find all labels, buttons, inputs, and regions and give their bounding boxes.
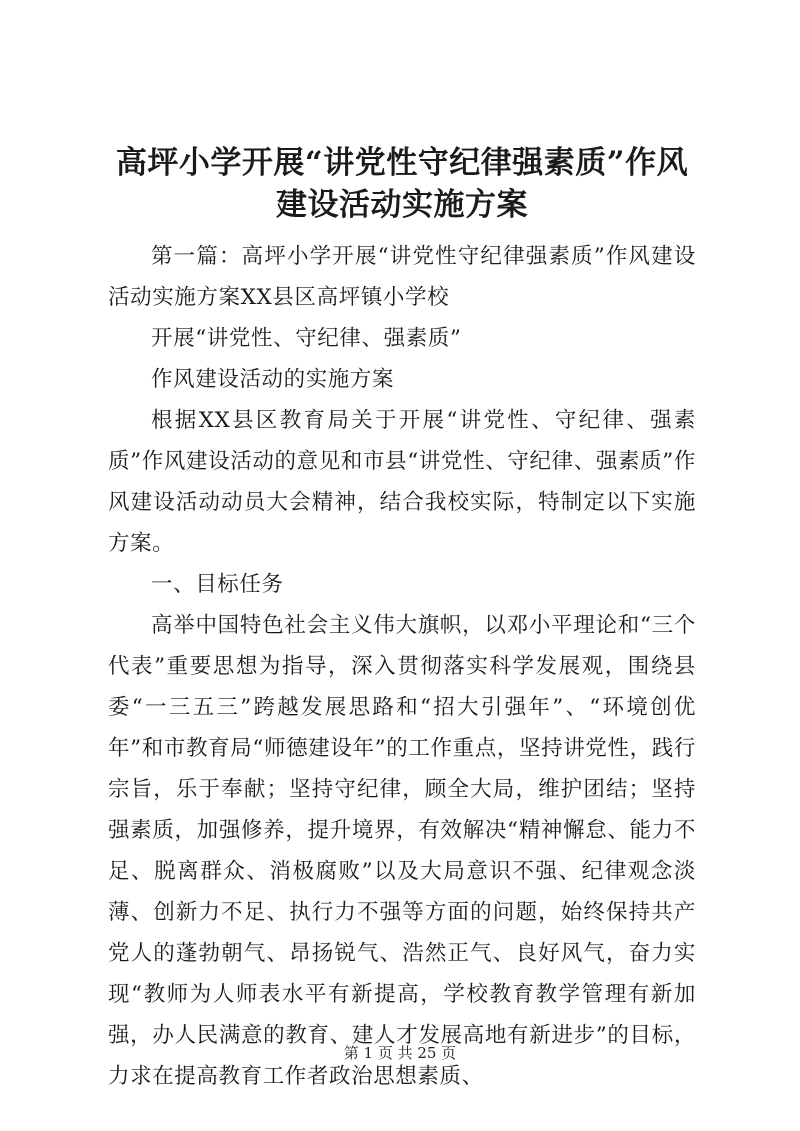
paragraph-2: 开展“讲党性、守纪律、强素质” [151, 326, 462, 351]
document-title: 高坪小学开展“讲党性守纪律强素质”作风建设活动实施方案 [115, 145, 689, 223]
page-number-footer: 第 1 页 共 25 页 [343, 1044, 457, 1062]
section-heading-goals: 一、目标任务 [151, 572, 284, 597]
paragraph-1: 第一篇：高坪小学开展“讲党性守纪律强素质”作风建设活动实施方案XX县区高坪镇小学校 [108, 244, 696, 310]
paragraph-4: 根据XX县区教育局关于开展“讲党性、守纪律、强素质”作风建设活动的意见和市县“讲党性、守纪律、强素质”作风建设活动动员大会精神，结合我校实际，特制定以下实施方案。 [108, 408, 696, 556]
document-body [108, 236, 696, 1097]
paragraph-3: 作风建设活动的实施方案 [151, 367, 395, 392]
paragraph-6: 高举中国特色社会主义伟大旗帜，以邓小平理论和“三个代表”重要思想为指导，深入贯彻落实科学发展观，围绕县委“一三五三”跨越发展思路和“招大引强年”、“环境创优年”和市教育局“师德建设年”的工作重点，坚持讲党性，践行宗旨，乐于奉献；坚持守纪律，顾全大局，维护团结；坚持强素质，加强修养，提升境界，有效解决“精神懈怠、能力不足、脱离群众、消极腐败”以及大局意识不强、纪律观念淡薄、创新力不足、执行力不强等方面的问题，始终保持共产党人的蓬勃朝气、昂扬锐气、浩然正气、良好风气，奋力实现“教师为人师表水平有新提高，学校教育教学管理有新加强，办人民满意的教育、建人才发展高地有新进步”的目标，力求在提高教育工作者政治思想素质、 [108, 613, 696, 1089]
